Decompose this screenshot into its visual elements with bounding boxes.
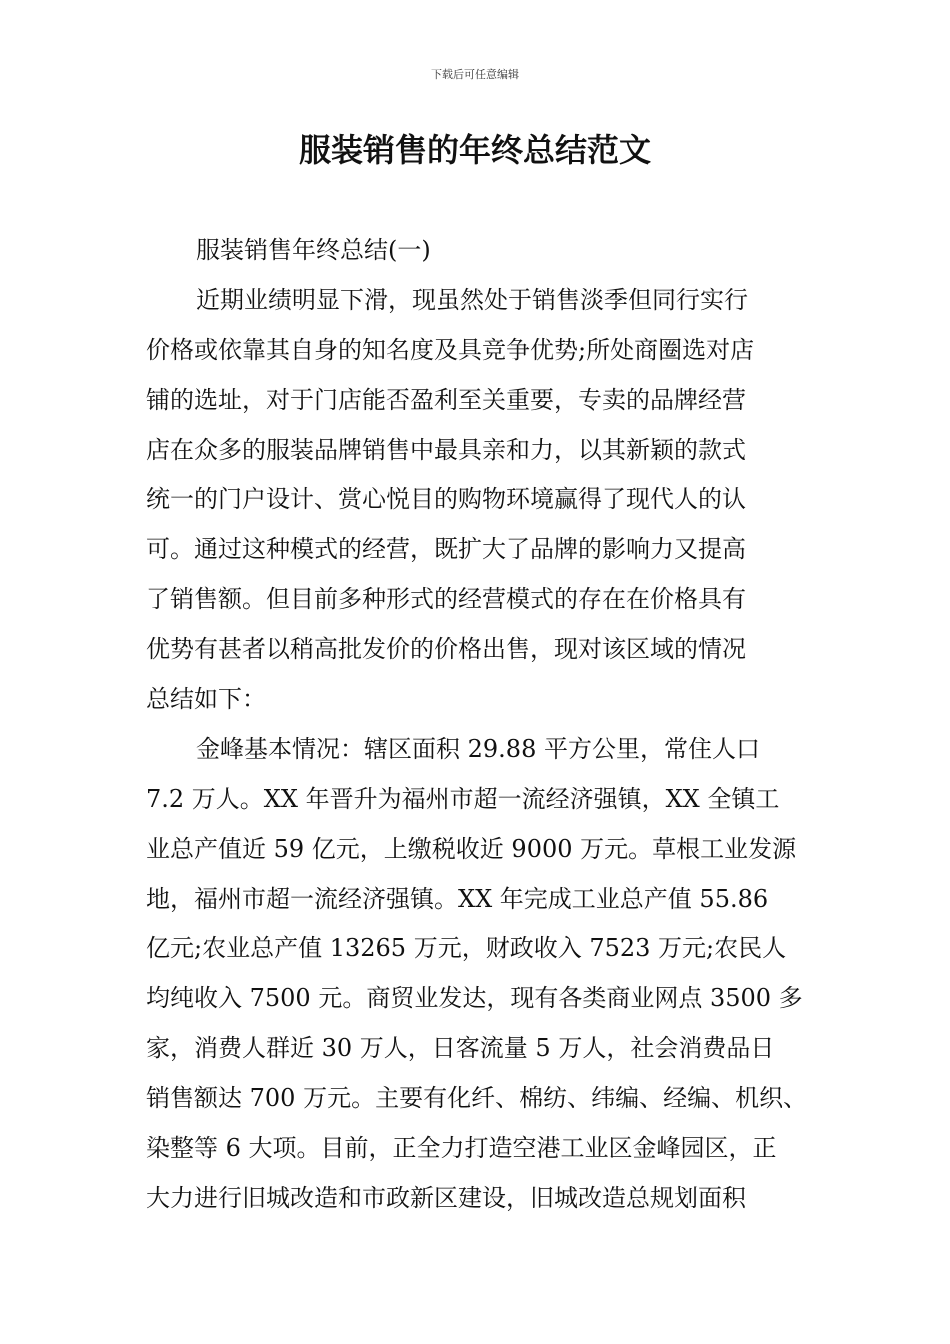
paragraph-line: 近期业绩明显下滑，现虽然处于销售淡季但同行实行 bbox=[196, 285, 748, 314]
paragraph-line: 金峰基本情况：辖区面积 29.88 平方公里，常住人口 bbox=[196, 734, 760, 763]
paragraph-line: 7.2 万人。XX 年晋升为福州市超一流经济强镇，XX 全镇工 bbox=[146, 784, 780, 813]
paragraph-line: 统一的门户设计、赏心悦目的购物环境赢得了现代人的认 bbox=[146, 485, 746, 514]
paragraph-line: 业总产值近 59 亿元，上缴税收近 9000 万元。草根工业发源 bbox=[146, 834, 797, 863]
paragraph-line: 销售额达 700 万元。主要有化纤、棉纺、纬编、经编、机织、 bbox=[146, 1084, 808, 1113]
paragraph-line: 亿元;农业总产值 13265 万元，财政收入 7523 万元;农民人 bbox=[146, 934, 787, 963]
paragraph-line: 可。通过这种模式的经营，既扩大了品牌的影响力又提高 bbox=[146, 535, 746, 564]
paragraph-line: 了销售额。但目前多种形式的经营模式的存在在价格具有 bbox=[146, 585, 746, 614]
document-title: 服装销售的年终总结范文 bbox=[298, 131, 651, 169]
paragraph-line: 地，福州市超一流经济强镇。XX 年完成工业总产值 55.86 bbox=[146, 884, 769, 913]
paragraph-line: 铺的选址，对于门店能否盈利至关重要，专卖的品牌经营 bbox=[146, 385, 746, 414]
paragraph-line: 染整等 6 大项。目前，正全力打造空港工业区金峰园区，正 bbox=[146, 1134, 777, 1163]
paragraph-line: 均纯收入 7500 元。商贸业发达，现有各类商业网点 3500 多 bbox=[146, 984, 803, 1013]
document-body bbox=[146, 226, 814, 1224]
section-heading: 服装销售年终总结(一) bbox=[196, 236, 431, 264]
paragraph-line: 价格或依靠其自身的知名度及具竞争优势;所处商圈选对店 bbox=[146, 335, 755, 364]
header-note: 下载后可任意编辑 bbox=[431, 68, 519, 81]
paragraph-line: 家，消费人群近 30 万人，日客流量 5 万人，社会消费品日 bbox=[146, 1034, 775, 1063]
paragraph-line: 总结如下： bbox=[146, 685, 266, 714]
paragraph-line: 大力进行旧城改造和市政新区建设，旧城改造总规划面积 bbox=[146, 1183, 746, 1212]
paragraph-line: 店在众多的服装品牌销售中最具亲和力，以其新颖的款式 bbox=[146, 435, 746, 464]
paragraph-line: 优势有甚者以稍高批发价的价格出售，现对该区域的情况 bbox=[146, 635, 746, 664]
